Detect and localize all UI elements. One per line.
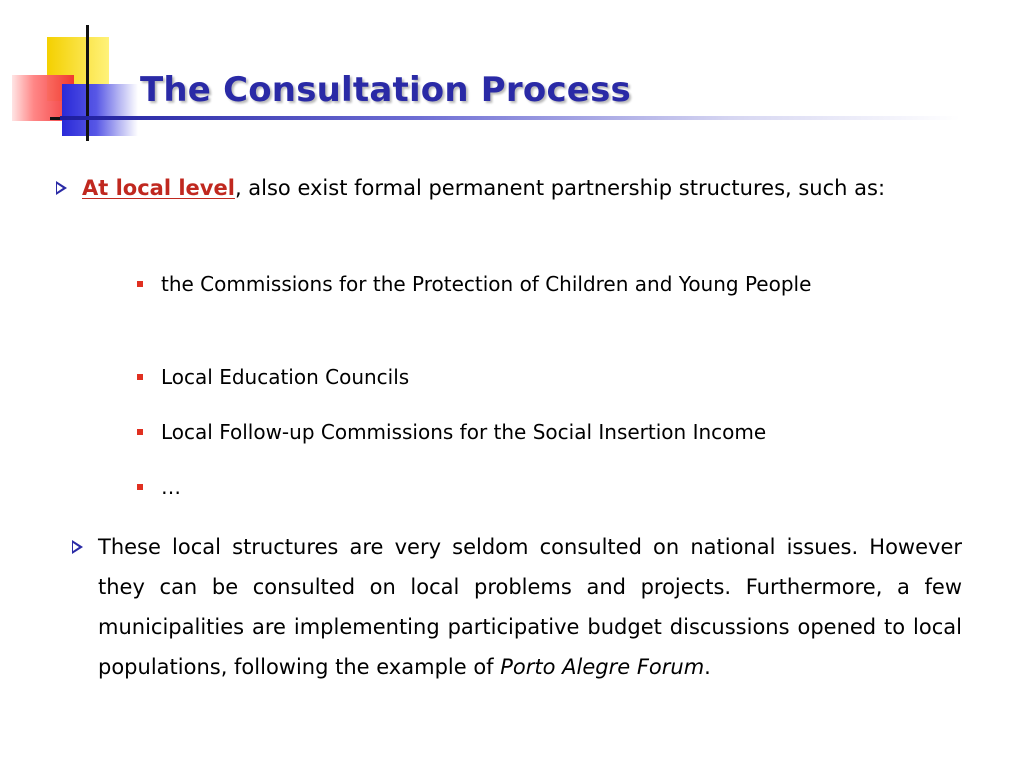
square-bullet-icon <box>137 429 143 435</box>
italic-text: Porto Alegre Forum <box>500 655 705 679</box>
highlight-text: At local level <box>82 176 235 200</box>
blue-square <box>62 84 138 136</box>
vertical-line <box>86 25 89 141</box>
sub-bullet-4: … <box>161 475 181 499</box>
decorative-logo <box>0 0 160 150</box>
bullet-1-text: , also exist formal permanent partnership structures, such as: <box>234 176 886 200</box>
square-bullet-icon <box>137 281 143 287</box>
square-bullet-icon <box>137 484 143 490</box>
arrow-bullet-icon <box>56 181 67 195</box>
arrow-bullet-icon <box>72 540 83 554</box>
slide-title: The Consultation Process <box>140 70 631 110</box>
square-bullet-icon <box>137 374 143 380</box>
sub-bullet-3: Local Follow-up Commissions for the Social Insertion Income <box>161 420 767 444</box>
bullet-2-text: These local structures are very seldom consulted on national issues. However they can be consulted on local problems and projects. Furthermore, a few municipalities are implementing participative budget discussions opened to local populations, following the example of <box>98 535 962 679</box>
sub-bullet-2: Local Education Councils <box>161 365 410 389</box>
bullet-2 <box>98 527 962 687</box>
bullet-1 <box>82 168 945 208</box>
title-underline <box>60 116 960 120</box>
bullet-2-end: . <box>704 655 711 679</box>
sub-bullet-1: the Commissions for the Protection of Children and Young People <box>161 272 812 296</box>
